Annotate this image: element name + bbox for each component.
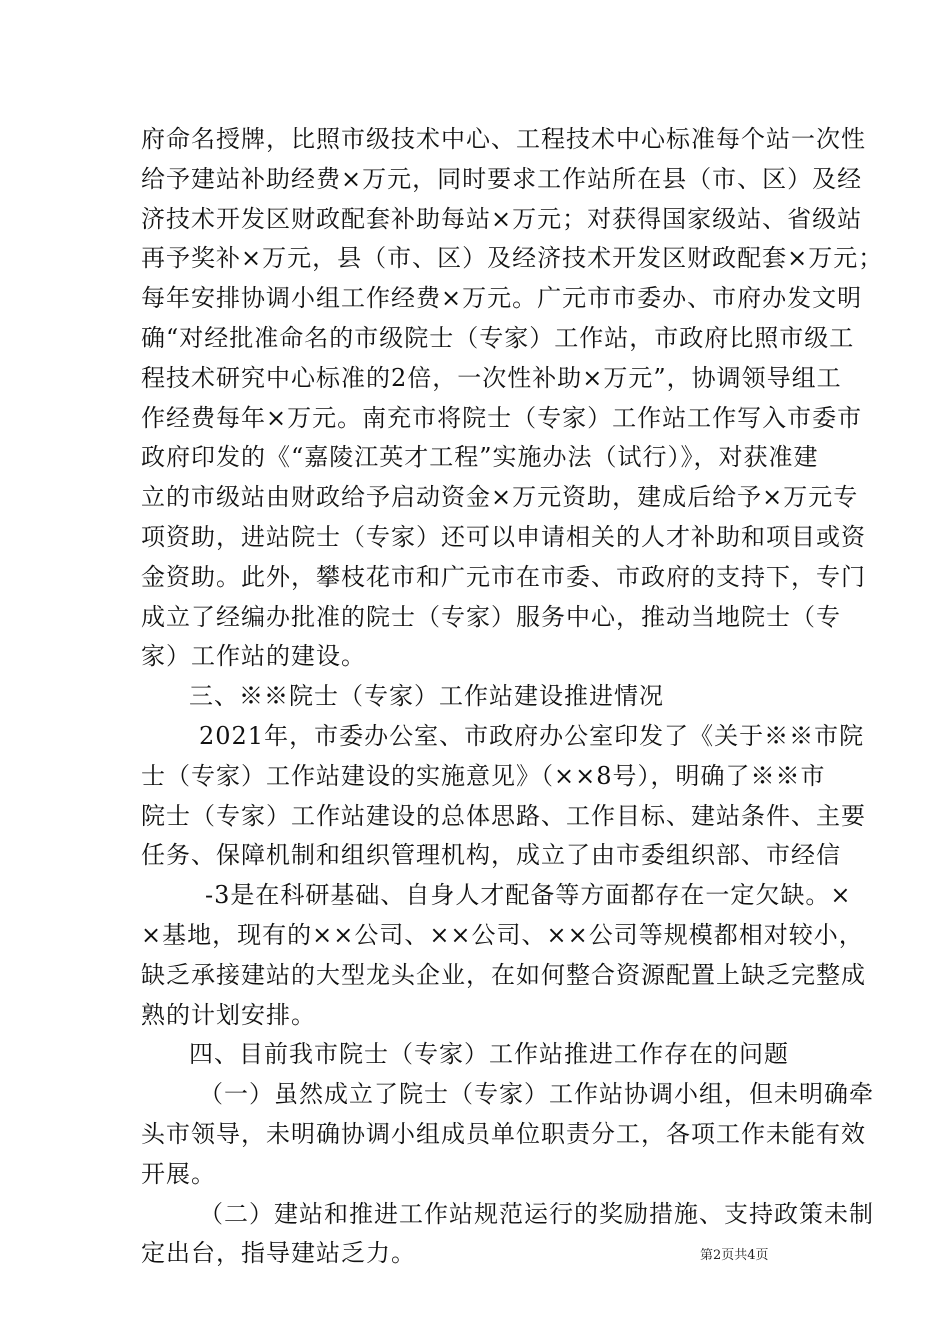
text-line: 府命名授牌，比照市级技术中心、工程技术中心标准每个站一次性: [141, 125, 866, 153]
text-line: 每年安排协调小组工作经费×万元。广元市市委办、市府办发文明: [141, 284, 863, 313]
text-line: 成立了经编办批准的院士（专家）服务中心，推动当地院士（专: [141, 602, 841, 631]
text-line: 政府印发的《“嘉陵江英才工程”实施办法（试行）》，对获准建: [141, 443, 819, 472]
text-line: 济技术开发区财政配套补助每站×万元；对获得国家级站、省级站: [141, 204, 863, 233]
text-line: 士（专家）工作站建设的实施意见》（××8号），明确了※※市: [141, 761, 826, 790]
text-line: 家）工作站的建设。: [141, 642, 366, 671]
text-line: 缺乏承接建站的大型龙头企业，在如何整合资源配置上缺乏完整成: [141, 960, 866, 989]
document-body: [141, 120, 884, 1274]
text-line: -3是在科研基础、自身人才配备等方面都存在一定欠缺。×: [205, 881, 852, 910]
text-line: 2021年，市委办公室、市政府办公室印发了《关于※※市院: [199, 721, 865, 750]
text-line: 任务、保障机制和组织管理机构，成立了由市委组织部、市经信: [141, 841, 841, 870]
section-heading: 三、※※院士（专家）工作站建设推进情况: [189, 682, 664, 711]
text-line: 立的市级站由财政给予启动资金×万元资助，建成后给予×万元专: [141, 483, 859, 512]
text-line: 程技术研究中心标准的2倍，一次性补助×万元”，协调领导组工: [141, 363, 842, 392]
text-line: 开展。: [141, 1159, 216, 1188]
text-line: 熟的计划安排。: [141, 1000, 316, 1029]
text-line: 头市领导，未明确协调小组成员单位职责分工，各项工作未能有效: [141, 1119, 866, 1148]
text-line: （一）虽然成立了院士（专家）工作站协调小组，但未明确牵: [199, 1080, 874, 1109]
text-line: 院士（专家）工作站建设的总体思路、工作目标、建站条件、主要: [141, 801, 866, 830]
text-line: 作经费每年×万元。南充市将院士（专家）工作站工作写入市委市: [141, 403, 863, 432]
section-heading: 四、目前我市院士（专家）工作站推进工作存在的问题: [189, 1040, 789, 1069]
text-line: 定出台，指导建站乏力。: [141, 1239, 416, 1268]
text-line: 再予奖补×万元，县（市、区）及经济技术开发区财政配套×万元；: [141, 244, 884, 273]
text-line: 给予建站补助经费×万元，同时要求工作站所在县（市、区）及经: [141, 164, 863, 193]
text-line: ×基地，现有的××公司、××公司、××公司等规模都相对较小，: [141, 920, 864, 949]
text-line: 金资助。此外，攀枝花市和广元市在市委、市政府的支持下，专门: [141, 562, 866, 591]
text-line: （二）建站和推进工作站规范运行的奖励措施、支持政策未制: [199, 1199, 874, 1228]
text-line: 项资助，进站院士（专家）还可以申请相关的人才补助和项目或资: [141, 522, 866, 551]
text-line: 确“对经批准命名的市级院士（专家）工作站，市政府比照市级工: [141, 323, 855, 352]
page-number: 第2页共4页: [700, 1248, 769, 1263]
